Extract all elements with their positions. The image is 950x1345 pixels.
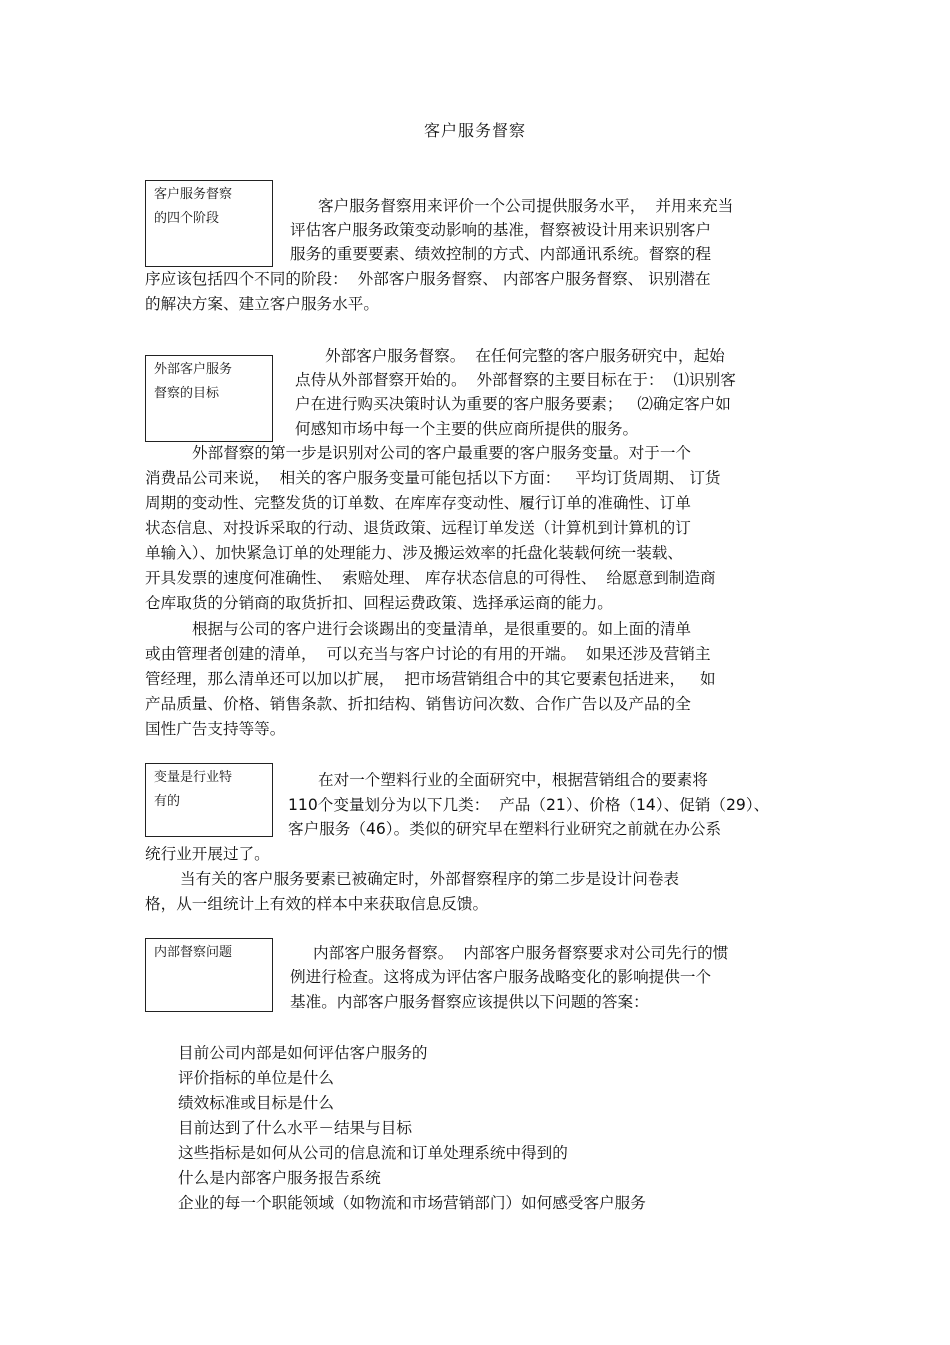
box-line: 外部客户服务: [154, 362, 233, 377]
text-line: 户在进行购买决策时认为重要的客户服务要素； ⑵确定客户如: [295, 395, 731, 413]
box-line: 内部督察问题: [154, 945, 233, 960]
box-line: 有的: [154, 794, 181, 809]
text-line: 统行业开展过了。: [145, 845, 270, 863]
text-line: 客户服务督察用来评价一个公司提供服务水平， 并用来充当: [318, 197, 734, 215]
list-item: 企业的每一个职能领域（如物流和市场营销部门）如何感受客户服务: [178, 1194, 646, 1212]
text-line: 内部客户服务督察。 内部客户服务督察要求对公司先行的惯: [313, 944, 729, 962]
text-line: 客户服务（46）。类似的研究早在塑料行业研究之前就在办公系: [288, 820, 722, 838]
text-line: 消费品公司来说， 相关的客户服务变量可能包括以下方面： 平均订货周期、 订货: [145, 469, 721, 487]
sidebar-box-external-goals: [145, 355, 273, 442]
list-item: 评价指标的单位是什么: [178, 1069, 334, 1087]
box-line: 变量是行业特: [154, 770, 233, 785]
text-line: 仓库取货的分销商的取货折扣、回程运费政策、选择承运商的能力。: [145, 594, 613, 612]
text-line: 例进行检查。这将成为评估客户服务战略变化的影响提供一个: [290, 968, 712, 986]
box-line: 的四个阶段: [154, 211, 220, 226]
text-line: 序应该包括四个不同的阶段： 外部客户服务督察、 内部客户服务督察、 识别潜在: [145, 270, 711, 288]
list-item: 绩效标准或目标是什么: [178, 1094, 334, 1112]
sidebar-box-four-stages: [145, 180, 273, 267]
text-line: 产品质量、价格、销售条款、折扣结构、销售访问次数、合作广告以及产品的全: [145, 695, 691, 713]
text-line: 根据与公司的客户进行会谈踢出的变量清单，是很重要的。如上面的清单: [192, 620, 692, 638]
text-line: 格，从一组统计上有效的样本中来获取信息反馈。: [145, 895, 489, 913]
text-line: 单输入）、加快紧急订单的处理能力、涉及搬运效率的托盘化装载何统一装载、: [145, 544, 683, 562]
list-item: 目前公司内部是如何评估客户服务的: [178, 1044, 428, 1062]
text-line: 基准。内部客户服务督察应该提供以下问题的答案：: [290, 993, 649, 1011]
text-line: 或由管理者创建的清单， 可以充当与客户讨论的有用的开端。 如果还涉及营销主: [145, 645, 711, 663]
text-line: 外部督察的第一步是识别对公司的客户最重要的客户服务变量。对于一个: [192, 444, 692, 462]
sidebar-box-industry-variables: [145, 763, 273, 837]
list-item: 目前达到了什么水平－结果与目标: [178, 1119, 412, 1137]
text-line: 在对一个塑料行业的全面研究中，根据营销组合的要素将: [318, 771, 708, 789]
text-line: 的解决方案、建立客户服务水平。: [145, 295, 379, 313]
text-line: 国性广告支持等等。: [145, 720, 286, 738]
text-line: 状态信息、对投诉采取的行动、退货政策、远程订单发送（计算机到计算机的订: [145, 519, 691, 537]
list-item: 什么是内部客户服务报告系统: [178, 1169, 381, 1187]
text-line: 何感知市场中每一个主要的供应商所提供的服务。: [295, 420, 639, 438]
box-line: 督察的目标: [154, 386, 220, 401]
text-line: 周期的变动性、完整发货的订单数、在库库存变动性、履行订单的准确性、订单: [145, 494, 691, 512]
box-line: 客户服务督察: [154, 187, 233, 202]
text-line: 外部客户服务督察。 在任何完整的客户服务研究中，起始: [325, 347, 725, 365]
text-line: 服务的重要要素、绩效控制的方式、内部通讯系统。督察的程: [290, 245, 712, 263]
text-line: 点侍从外部督察开始的。 外部督察的主要目标在于： ⑴识别客: [295, 371, 736, 389]
page-title: 客户服务督察: [423, 121, 526, 140]
text-line: 110个变量划分为以下几类： 产品（21）、价格（14）、促销（29）、: [288, 796, 770, 814]
text-line: 管经理，那么清单还可以加以扩展， 把市场营销组合中的其它要素包括进来， 如: [145, 670, 716, 688]
text-line: 评估客户服务政策变动影响的基准，督察被设计用来识别客户: [290, 221, 712, 239]
text-line: 开具发票的速度何准确性、 索赔处理、 库存状态信息的可得性、 给愿意到制造商: [145, 569, 716, 587]
list-item: 这些指标是如何从公司的信息流和订单处理系统中得到的: [178, 1144, 568, 1162]
sidebar-box-internal-questions: [145, 938, 273, 1012]
text-line: 当有关的客户服务要素已被确定时，外部督察程序的第二步是设计问卷表: [180, 870, 680, 888]
